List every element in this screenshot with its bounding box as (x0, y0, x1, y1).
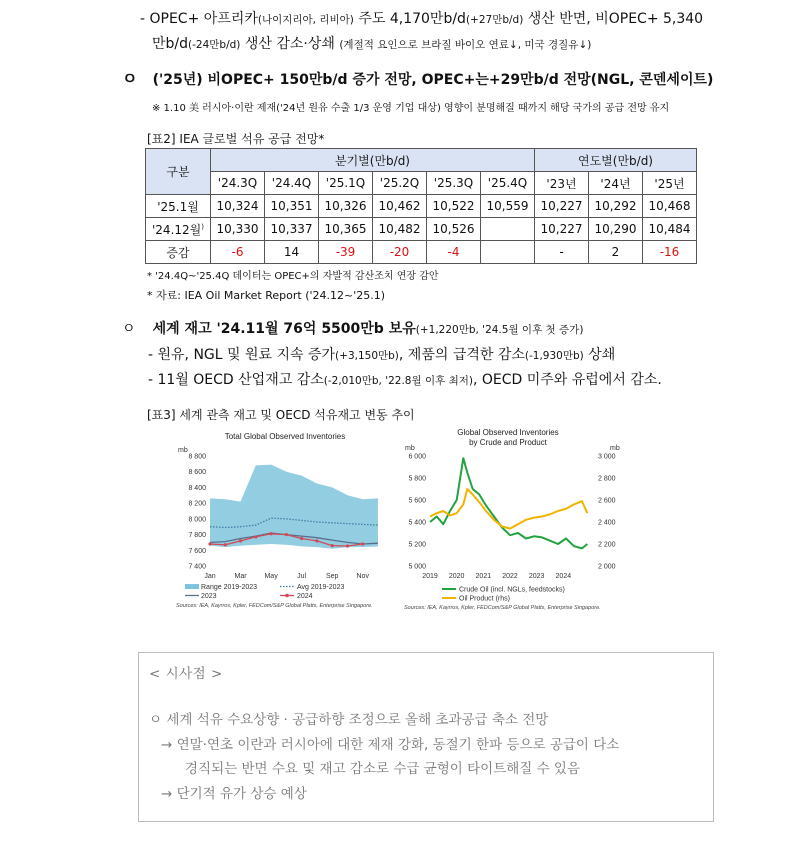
table3-caption: [표3] 세계 관측 재고 및 OECD 석유재고 변동 추이 (147, 408, 415, 422)
table-cell (481, 218, 535, 241)
x-tick-label: 2024 (555, 573, 572, 580)
y-tick-label: 8 200 (188, 500, 206, 508)
table-cell: 10,324 (211, 195, 265, 218)
section2-heading: 세계 재고 '24.11월 76억 5500만b 보유 (152, 321, 416, 337)
y-tick-label-left: 5 600 (408, 497, 426, 505)
table-cell: 10,290 (589, 218, 643, 241)
sub-text: , OECD 미주와 유럽에서 감소. (472, 372, 662, 388)
x-tick-label: 2022 (502, 573, 518, 580)
y-tick-label-left: 5 800 (408, 475, 426, 483)
legend-label: Avg 2019-2023 (297, 584, 345, 591)
x-tick-label: 2023 (528, 573, 545, 580)
y-tick-label-right: 3 000 (598, 453, 616, 461)
point-2024 (254, 535, 257, 538)
table-row-label: 증감 (146, 241, 211, 264)
table-header-quarterly: 분기별(만b/d) (211, 149, 535, 172)
chart-title: Global Observed Inventories (457, 428, 559, 437)
section1-heading: ('25년) 비OPEC+ 150만b/d 증가 전망, OPEC+는+29만b/d 전망(NGL, 콘덴세이트) (152, 72, 714, 88)
table-cell: 10,462 (373, 195, 427, 218)
x-tick-label: Jan (204, 573, 216, 580)
y-tick-label: 8 600 (188, 469, 206, 477)
table-row (146, 218, 697, 241)
chart-total-inventories (170, 428, 390, 614)
table-cell: -6 (211, 241, 265, 264)
table-cell: 10,559 (481, 195, 535, 218)
section2-sub-2 (148, 369, 662, 389)
table-cell (481, 241, 535, 264)
y-tick-label-left: 6 000 (408, 453, 426, 461)
y-tick-label-left: 5 200 (408, 541, 426, 549)
y-tick-label: 7 600 (188, 547, 206, 555)
sub-small: (-2,010만b, '22.8월 이후 최저) (323, 375, 473, 387)
legend-label: Oil Product (rhs) (459, 595, 510, 603)
chart-ylabel-left: mb (405, 445, 415, 452)
y-tick-label: 8 800 (188, 453, 206, 461)
intro-text: 주도 4,170만b/d (353, 11, 466, 27)
table-col-header: '25.2Q (373, 172, 427, 195)
table2-caption: [표2] IEA 글로벌 석유 공급 전망* (147, 132, 325, 146)
table-cell: 14 (265, 241, 319, 264)
table-cell: 10,337 (265, 218, 319, 241)
table-cell: 2 (589, 241, 643, 264)
x-tick-label: May (264, 573, 278, 580)
series-line-product (430, 489, 587, 529)
legend-label: 2024 (297, 593, 313, 600)
table-row-label (146, 218, 211, 241)
legend-label: Range 2019-2023 (201, 584, 258, 591)
intro-text: 생산 감소·상쇄 (240, 36, 340, 52)
legend-marker-2024 (285, 594, 289, 598)
table-header-group: 구분 (146, 149, 211, 195)
chart-title: Total Global Observed Inventories (224, 432, 346, 441)
y-tick-label-left: 5 000 (408, 563, 426, 571)
point-2024 (208, 542, 211, 545)
section1-note: ※ 1.10 美 러시아·이란 제재('24년 원유 수출 1/3 운영 기업 대상) 영향이 분명해질 때까지 해당 국가의 공급 전망 유지 (152, 103, 670, 114)
table-cell: -20 (373, 241, 427, 264)
table-row-change (146, 241, 697, 264)
sub-text: - 11월 OECD 산업재고 감소 (148, 372, 324, 388)
x-tick-label: Mar (234, 573, 247, 580)
table2-footnote-2: * 자료: IEA Oil Market Report ('24.12~'25.1) (147, 289, 386, 302)
table-cell: 10,526 (427, 218, 481, 241)
table-col-header: '25.1Q (319, 172, 373, 195)
sub-text: - 원유, NGL 및 원료 지속 증가 (148, 347, 336, 363)
implications-box (138, 652, 714, 822)
section2-heading-row (122, 318, 583, 338)
section1-heading-row (122, 66, 713, 89)
table-header-annual: 연도별(만b/d) (535, 149, 697, 172)
sub-small: (+3,150만b) (335, 350, 399, 362)
implications-arrow-1: → 연말·연초 이란과 러시아에 대한 제재 강화, 동절기 한파 등으로 공급이 다소 (161, 737, 620, 753)
table-cell: 10,522 (427, 195, 481, 218)
chart-crude-product-inventories (398, 428, 624, 614)
intro-line-2 (152, 33, 591, 53)
section2-sub-1 (148, 344, 615, 364)
intro-text: - OPEC+ 아프리카 (140, 11, 258, 27)
x-tick-label: 2020 (448, 573, 465, 580)
y-tick-label: 8 400 (188, 484, 206, 492)
implications-arrow-1-cont: 경직되는 반면 수요 및 재고 감소로 수급 균형이 타이트해질 수 있음 (185, 761, 581, 777)
chart-subtitle: by Crude and Product (469, 438, 547, 447)
x-tick-label: 2019 (422, 573, 438, 580)
chart-ylabel: mb (178, 447, 188, 454)
intro-small: (계절적 요인으로 브라질 바이오 연료↓, 미국 경질유↓) (339, 39, 592, 51)
table-cell: 10,292 (589, 195, 643, 218)
table-cell: -4 (427, 241, 481, 264)
legend-swatch-range (185, 584, 199, 589)
table-cell: -16 (643, 241, 697, 264)
table-col-header: '25.4Q (481, 172, 535, 195)
table-col-header: '23년 (535, 172, 589, 195)
sub-text: , 제품의 급격한 감소 (398, 347, 525, 363)
implications-title: < 시사점 > (149, 666, 223, 682)
intro-text: 생산 반면, 비OPEC+ 5,340 (523, 11, 704, 27)
table-cell: 10,227 (535, 195, 589, 218)
section-bullet: ㅇ (122, 321, 136, 337)
table-cell: -39 (319, 241, 373, 264)
table-cell: 10,482 (373, 218, 427, 241)
point-2024 (346, 544, 349, 547)
sub-small: (-1,930만b) (524, 350, 584, 362)
table-cell: 10,468 (643, 195, 697, 218)
x-tick-label: Jul (297, 573, 307, 580)
chart-ylabel-right: mb (610, 445, 620, 452)
point-2024 (361, 542, 364, 545)
table-col-header: '25.3Q (427, 172, 481, 195)
y-tick-label-right: 2 200 (598, 541, 616, 549)
intro-small: (나이지리아, 리비아) (257, 14, 354, 26)
y-tick-label: 7 800 (188, 532, 206, 540)
legend-label: Crude Oil (incl. NGLs, feedstocks) (459, 586, 565, 594)
table-cell: 10,330 (211, 218, 265, 241)
intro-small: (+27만b/d) (465, 14, 524, 26)
iea-supply-table (145, 148, 697, 264)
point-2024 (315, 539, 318, 542)
x-tick-label: 2021 (475, 573, 492, 580)
series-line-crude (430, 458, 587, 548)
point-2024 (285, 533, 288, 536)
y-tick-label-left: 5 400 (408, 519, 426, 527)
intro-line-1 (140, 8, 703, 28)
table-col-header: '24.3Q (211, 172, 265, 195)
table-row (146, 195, 697, 218)
point-2024 (224, 543, 227, 546)
row-label-sup: ) (201, 222, 204, 231)
intro-small: (-24만b/d) (188, 39, 241, 51)
table-col-header: '24년 (589, 172, 643, 195)
row-label-text: '24.12월 (152, 222, 202, 237)
intro-text: 만b/d (152, 36, 189, 52)
sub-text: 상쇄 (583, 347, 616, 363)
table-col-header: '24.4Q (265, 172, 319, 195)
table-cell: 10,227 (535, 218, 589, 241)
table-cell: 10,351 (265, 195, 319, 218)
table-col-header: '25년 (643, 172, 697, 195)
y-tick-label-right: 2 600 (598, 497, 616, 505)
y-tick-label-right: 2 800 (598, 475, 616, 483)
x-tick-label: Nov (356, 573, 369, 580)
y-tick-label: 8 000 (188, 516, 206, 524)
table-row-label: '25.1월 (146, 195, 211, 218)
table2-footnote-1: * '24.4Q~'25.4Q 데이터는 OPEC+의 자발적 감산조치 연장 감안 (147, 271, 439, 282)
y-tick-label-right: 2 400 (598, 519, 616, 527)
chart-source: Sources: IEA, Kayrros, Kpler, FEDCom/S&P Global Platts, Enterprise Singapore. (176, 603, 373, 609)
implications-arrow-2: → 단기적 유가 상승 예상 (161, 786, 307, 802)
implications-point: ㅇ 세계 석유 수요상향 · 공급하향 조정으로 올해 초과공급 축소 전망 (149, 712, 549, 728)
y-tick-label-right: 2 000 (598, 563, 616, 571)
table-cell: - (535, 241, 589, 264)
table-cell: 10,326 (319, 195, 373, 218)
section-bullet: ㅇ (122, 69, 138, 88)
section2-heading-note: (+1,220만b, '24.5월 이후 첫 증가) (415, 324, 584, 336)
table-cell: 10,365 (319, 218, 373, 241)
x-tick-label: Sep (325, 573, 339, 580)
point-2024 (331, 544, 334, 547)
legend-label: 2023 (201, 593, 217, 600)
point-2024 (269, 532, 272, 535)
table-cell: 10,484 (643, 218, 697, 241)
point-2024 (239, 539, 242, 542)
chart-source: Sources: IEA, Kayrros, Kpler, FEDCom/S&P Global Platts, Enterprise Singapore. (404, 605, 601, 611)
point-2024 (300, 537, 303, 540)
y-tick-label: 7 400 (188, 563, 206, 571)
